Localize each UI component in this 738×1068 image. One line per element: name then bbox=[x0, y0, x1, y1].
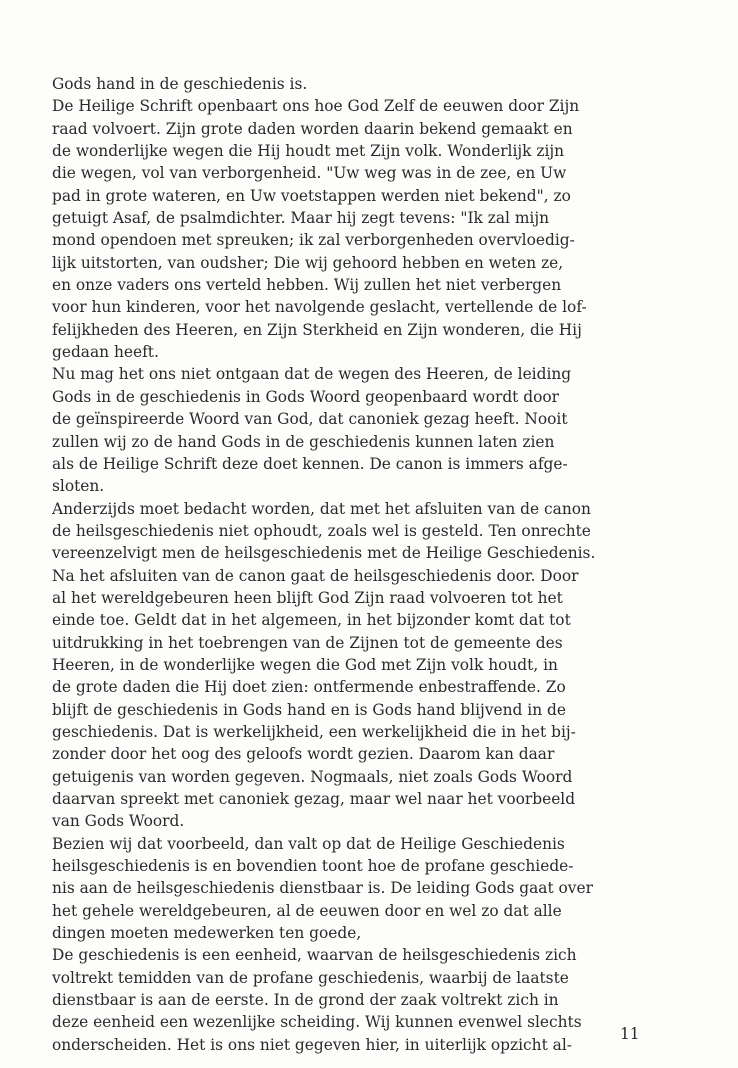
text-line: gedaan heeft. bbox=[52, 343, 159, 362]
text-line: mond opendoen met spreuken; ik zal verborgenheden overvloedig- bbox=[52, 231, 575, 250]
text-line: blijft de geschiedenis in Gods hand en is Gods hand blijvend in de bbox=[52, 700, 566, 719]
text-line: nis aan de heilsgeschiedenis dienstbaar is. De leiding Gods gaat over bbox=[52, 879, 593, 898]
text-line: de wonderlijke wegen die Hij houdt met Zijn volk. Wonderlijk zijn bbox=[52, 142, 565, 161]
text-line: daarvan spreekt met canoniek gezag, maar wel naar het voorbeeld bbox=[52, 790, 576, 808]
text-line: Anderzijds moet bedacht worden, dat met het afsluiten van de canon bbox=[52, 499, 591, 518]
text-line: sloten. bbox=[52, 477, 105, 496]
text-line: Heeren, in de wonderlijke wegen die God met Zijn volk houdt, in bbox=[52, 655, 558, 674]
text-line: vereenzelvigt men de heilsgeschiedenis met de Heilige Geschiedenis. bbox=[52, 544, 596, 563]
text-line: voltrekt temidden van de profane geschiedenis, waarbij de laatste bbox=[52, 968, 569, 987]
text-line: deze eenheid een wezenlijke scheiding. Wij kunnen evenwel slechts bbox=[52, 1013, 582, 1032]
text-line: de grote daden die Hij doet zien: ontfermende enbestraffende. Zo bbox=[52, 678, 566, 697]
text-line: en onze vaders ons verteld hebben. Wij zullen het niet verbergen bbox=[52, 276, 562, 295]
text-line: zonder door het oog des geloofs wordt gezien. Daarom kan daar bbox=[52, 745, 555, 764]
text-line: dienstbaar is aan de eerste. In de grond der zaak voltrekt zich in bbox=[52, 991, 559, 1010]
text-line: pad in grote wateren, en Uw voetstappen werden niet bekend", zo bbox=[52, 186, 571, 205]
text-line: Na het afsluiten van de canon gaat de heilsgeschiedenis door. Door bbox=[52, 566, 579, 585]
text-line: einde toe. Geldt dat in het algemeen, in het bijzonder komt dat tot bbox=[52, 611, 571, 630]
text-line: de heilsgeschiedenis niet ophoudt, zoals wel is gesteld. Ten onrechte bbox=[52, 521, 591, 540]
text-line: de geïnspireerde Woord van God, dat canoniek gezag heeft. Nooit bbox=[52, 410, 568, 429]
text-line: van Gods Woord. bbox=[52, 812, 185, 831]
text-line: getuigenis van worden gegeven. Nogmaals, niet zoals Gods Woord bbox=[52, 767, 573, 786]
text-line: Bezien wij dat voorbeeld, dan valt op dat de Heilige Geschiedenis bbox=[52, 834, 565, 853]
body-text bbox=[52, 73, 732, 1056]
text-line: Nu mag het ons niet ontgaan dat de wegen des Heeren, de leiding bbox=[52, 365, 572, 384]
text-line: als de Heilige Schrift deze doet kennen. De canon is immers afge- bbox=[52, 454, 568, 473]
text-line: geschiedenis. Dat is werkelijkheid, een werkelijkheid die in het bij- bbox=[52, 722, 576, 741]
text-line: onderscheiden. Het is ons niet gegeven hier, in uiterlijk opzicht al- bbox=[52, 1035, 572, 1054]
text-line: getuigt Asaf, de psalmdichter. Maar hij zegt tevens: "Ik zal mijn bbox=[52, 209, 550, 228]
text-line: voor hun kinderen, voor het navolgende geslacht, vertellende de lof- bbox=[52, 298, 587, 317]
text-line: heilsgeschiedenis is en bovendien toont hoe de profane geschiede- bbox=[52, 857, 574, 876]
text-line: die wegen, vol van verborgenheid. "Uw weg was in de zee, en Uw bbox=[52, 164, 567, 183]
text-line: raad volvoert. Zijn grote daden worden daarin bekend gemaakt en bbox=[52, 119, 573, 138]
text-line: Gods hand in de geschiedenis is. bbox=[52, 75, 308, 93]
text-line: uitdrukking in het toebrengen van de Zijnen tot de gemeente des bbox=[52, 633, 563, 652]
text-line: felijkheden des Heeren, en Zijn Sterkheid en Zijn wonderen, die Hij bbox=[52, 320, 582, 339]
text-line: De Heilige Schrift openbaart ons hoe God Zelf de eeuwen door Zijn bbox=[52, 97, 580, 116]
text-line: al het wereldgebeuren heen blijft God Zijn raad volvoeren tot het bbox=[52, 588, 563, 607]
page-number: 11 bbox=[620, 1025, 640, 1043]
text-line: dingen moeten medewerken ten goede, bbox=[52, 924, 362, 943]
text-line: zullen wij zo de hand Gods in de geschiedenis kunnen laten zien bbox=[52, 432, 555, 451]
text-line: lijk uitstorten, van oudsher; Die wij gehoord hebben en weten ze, bbox=[52, 253, 564, 272]
text-line: het gehele wereldgebeuren, al de eeuwen door en wel zo dat alle bbox=[52, 901, 562, 920]
text-line: De geschiedenis is een eenheid, waarvan de heilsgeschiedenis zich bbox=[52, 946, 577, 965]
text-line: Gods in de geschiedenis in Gods Woord geopenbaard wordt door bbox=[52, 387, 559, 406]
